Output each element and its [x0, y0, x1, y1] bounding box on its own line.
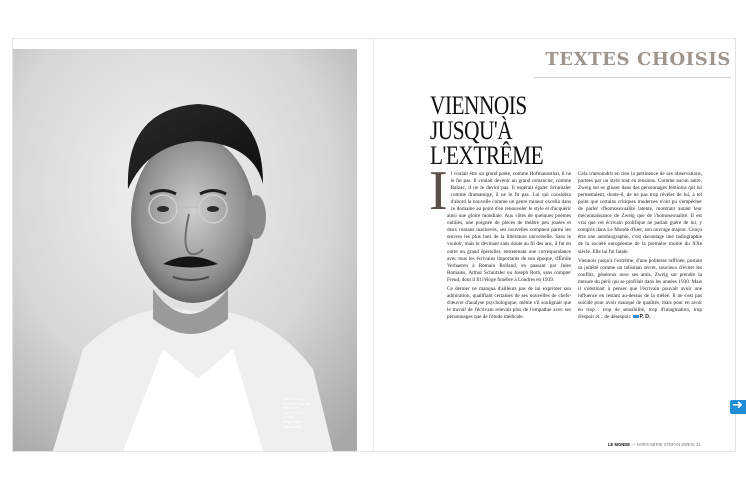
drop-cap: I [429, 160, 448, 222]
article-headline: VIENNOIS JUSQU'À L'EXTRÊME [430, 91, 544, 170]
portrait-image [13, 49, 357, 451]
text-column-2 [578, 171, 702, 323]
section-rubric: TEXTES CHOISIS [545, 49, 731, 70]
right-page [374, 39, 735, 451]
paragraph: Cela n'amoindrit en rien la pertinence de ses observations, portées par un style tout en tensions. Comme aucun autre, Zweig sut se glisser dans des personnages féminins qui lui permettaient, doute-il, de ne pas trop révéler de lui, à tel point que certains critiques modernes n'ont pu s'empêcher de parler d'homosexualité latente, montrant autant leur méconnaissance de Zweig que de l'homosexualité. Il est vrai que cet écrivain prolifique ne parlait guère de lui, y compris dans Le Monde d'hier, son ouvrage majeur. Conçu être une autobiographie, c'est davantage une radiographie de la société européenne de la première moitié du XXe siècle. Elle lui fut fatale. [578, 171, 702, 255]
portrait-photo [13, 49, 357, 451]
left-page [13, 39, 373, 451]
paragraph [578, 258, 702, 321]
end-square-icon [633, 315, 639, 318]
photo-caption: Stefan Zweig en 1926. Il venait d'éprouver ses premiers succès. Pieper/ann Mercurvelly [283, 397, 311, 429]
text-column-1 [429, 160, 571, 323]
paragraph: l voulait être un grand poète, comme Hofmannsthal, il ne le fut pas. Il voulait devenir un grand romancier, comme Balzac, il ne le devint pas. Il espérait égaler Schnitzler comme dramaturge, il ne le fit pas. Lui qui considéra d'abord la nouvelle comme un genre mineur excella dans ce domaine au point d'en renouveler le style et d'acquérir ainsi une gloire mondiale. Aux côtés de quelques poèmes oubliés, une poignée de pièces de théâtre peu jouées et deux romans inachevés, ses nouvelles comptent parmi les œuvres les plus lues de la littérature universelle. Sans le vouloir, mais le devinant sans doute au fil des ans, il fut en outre un grand épistolier, entretenant une correspondance avec tous les écrivains importants de son époque, d'Émile Verhaeren à Romain Rolland, en passant par Jules Romains, Arthur Schnitzler ou Joseph Roth, sans compter Freud, dont il fit l'éloge funèbre à Londres en 1939. [447, 171, 571, 283]
arrow-right-icon: ➜ [732, 398, 743, 413]
footer-page-number: 21 [696, 442, 701, 447]
page-footer [608, 442, 701, 447]
paragraph-text: Viennois jusqu'à l'extrême, d'une politesse raffinée, portant sa judéité comme un talisman secret, soucieux d'éviter les conflits, généreux avec ses amis, Zweig sut prendre la mesure du péril qui se profilait dans les années 1930. Mais il s'obstinait à penser que l'écrivain pouvait avoir une influence en restant au-dessus de la mêlée. Il ne s'est pas suicidé pour avoir manqué de qualités, mais pour en avoir eu trop : trop de sensibilité, trop d'imagination, trop d'espoir et... de désespoir. [578, 257, 702, 320]
magazine-spread [12, 38, 736, 452]
footer-brand: LE MONDE [608, 442, 631, 447]
footer-sep: — [631, 442, 637, 447]
footer-issue: HORS-SÉRIE STEFAN ZWEIG [636, 442, 696, 447]
rubric-divider [534, 77, 731, 78]
next-page-button[interactable] [730, 400, 746, 414]
author-signature: P. D. [639, 313, 651, 320]
paragraph: Ce dernier ne manqua d'ailleurs pas de lui exprimer son admiration, qualifiant certaines de ses nouvelles de chefs-d'œuvre d'analyse psychologique, même s'il soulignait que le travail de l'écrivain relevait plus de l'empathie avec ses personnages que de l'étude médicale. [447, 285, 571, 320]
